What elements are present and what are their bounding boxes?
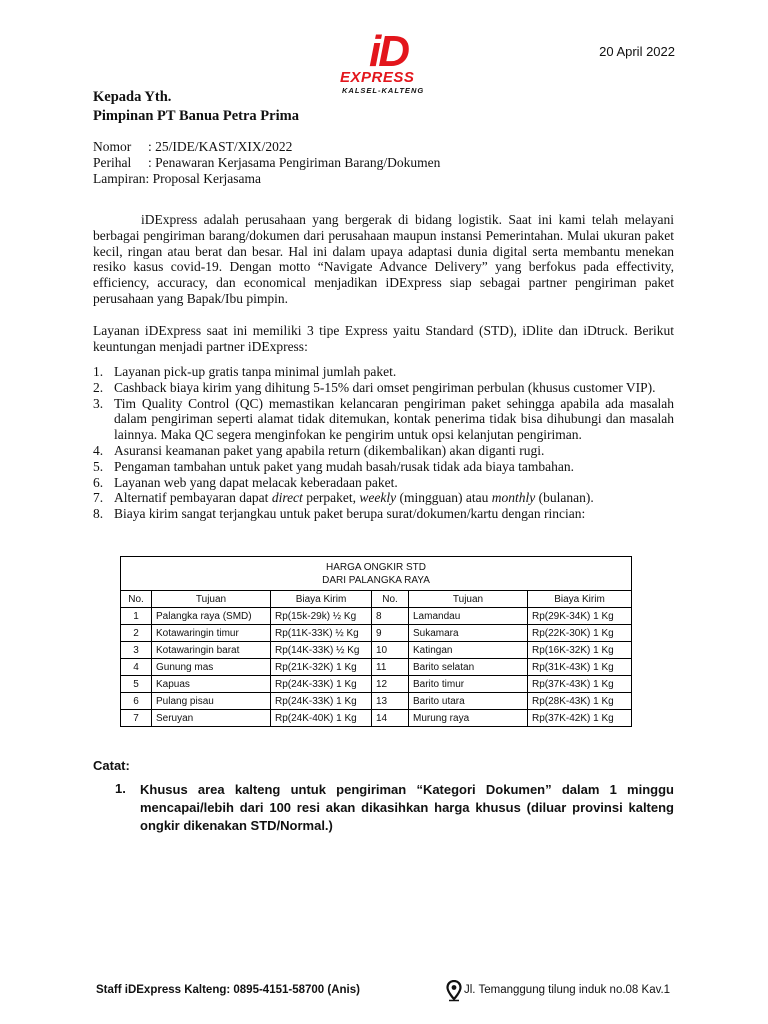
cell-no: 14: [372, 710, 409, 727]
cell-biaya: Rp(22K-30K) 1 Kg: [528, 625, 632, 642]
intro-paragraph: iDExpress adalah perusahaan yang bergerak di bidang logistik. Saat ini kami telah melayani berbagai pengiriman barang/dokumen dari perusahaan maupun instansi Pemerintahan. Mulai ukuran paket kecil, ringan atau berat dan besar. Hal ini dalam upaya adaptasi dunia digital serta membantu menekan resiko kasus covid-19. Dengan motto “Navigate Advance Delivery” yang berfokus pada effectivity, efficiency, accuracy, dan economical menjadikan iDExpress siap sebagai partner pengiriman paket perusahaan yang Bapak/Ibu pimpin.: [93, 212, 674, 306]
notes-heading: Catat:: [93, 758, 130, 773]
cell-tujuan: Kapuas: [152, 676, 271, 693]
benefit-text: Biaya kirim sangat terjangkau untuk paket berupa surat/dokumen/kartu dengan rincian:: [114, 506, 586, 522]
logo-name: EXPRESS: [340, 69, 415, 86]
services-paragraph: Layanan iDExpress saat ini memiliki 3 tipe Express yaitu Standard (STD), iDlite dan iDtruck. Berikut keuntungan menjadi partner iDExpress:: [93, 323, 674, 354]
table-row: [121, 676, 632, 693]
benefit-text: perpaket,: [302, 490, 360, 506]
cell-no: 10: [372, 642, 409, 659]
note-text: Khusus area kalteng untuk pengiriman “Kategori Dokumen” dalam 1 minggu mencapai/lebih dari 100 resi akan dikasihkan harga khusus (diluar provinsi kalteng ongkir dikenakan STD/Normal.): [140, 782, 674, 833]
cell-biaya: Rp(29K-34K) 1 Kg: [528, 608, 632, 625]
table-row: [121, 710, 632, 727]
benefit-term-weekly: weekly: [359, 490, 397, 506]
benefit-item: [93, 490, 674, 506]
benefits-list: [93, 364, 674, 522]
cell-biaya: Rp(37K-43K) 1 Kg: [528, 676, 632, 693]
meta-lampiran: Lampiran: Proposal Kerjasama: [93, 171, 261, 186]
location-pin-icon: [446, 980, 462, 1002]
cell-biaya: Rp(37K-42K) 1 Kg: [528, 710, 632, 727]
cell-no: 6: [121, 693, 152, 710]
cell-no: 13: [372, 693, 409, 710]
cell-biaya: Rp(24K-33K) 1 Kg: [271, 676, 372, 693]
recipient-block: [93, 88, 299, 126]
cell-tujuan: Seruyan: [152, 710, 271, 727]
cell-tujuan: Lamandau: [409, 608, 528, 625]
table-row: [121, 625, 632, 642]
perihal-value: : Penawaran Kerjasama Pengiriman Barang/Dokumen: [148, 155, 441, 170]
header-no: No.: [121, 591, 152, 608]
benefit-text: Layanan web yang dapat melacak keberadaan paket.: [114, 474, 398, 490]
benefit-text: (mingguan) atau: [396, 490, 492, 506]
meta-perihal: [93, 155, 440, 171]
benefit-term-direct: direct: [271, 490, 303, 506]
benefit-item: [93, 443, 674, 459]
table-title-line1: HARGA ONGKIR STD: [325, 561, 426, 573]
cell-tujuan: Barito utara: [409, 693, 528, 710]
benefit-item: [93, 475, 674, 491]
cell-biaya: Rp(31K-43K) 1 Kg: [528, 659, 632, 676]
cell-biaya: Rp(24K-33K) 1 Kg: [271, 693, 372, 710]
cell-tujuan: Gunung mas: [152, 659, 271, 676]
table-title-line2: DARI PALANGKA RAYA: [322, 574, 430, 586]
cell-biaya: Rp(21K-32K) 1 Kg: [271, 659, 372, 676]
cell-biaya: Rp(15k-29k) ½ Kg: [271, 608, 372, 625]
benefit-number: 1.: [93, 364, 104, 379]
table-row: [121, 608, 632, 625]
cell-no: 8: [372, 608, 409, 625]
cell-biaya: Rp(28K-43K) 1 Kg: [528, 693, 632, 710]
benefit-item: [93, 396, 674, 443]
cell-biaya: Rp(11K-33K) ½ Kg: [271, 625, 372, 642]
meta-nomor: [93, 139, 440, 155]
benefit-number: 3.: [93, 395, 104, 411]
benefit-text: Alternatif pembayaran dapat: [114, 490, 272, 506]
table-row: [121, 642, 632, 659]
benefit-number: 5.: [93, 458, 104, 474]
benefit-text: (bulanan).: [535, 490, 594, 506]
cell-biaya: Rp(16K-32K) 1 Kg: [528, 642, 632, 659]
cell-tujuan: Barito selatan: [409, 659, 528, 676]
benefit-number: 2.: [93, 379, 104, 395]
perihal-label: Perihal: [93, 155, 132, 170]
header-biaya: Biaya Kirim: [271, 591, 372, 608]
cell-tujuan: Palangka raya (SMD): [152, 608, 271, 625]
cell-tujuan: Katingan: [409, 642, 528, 659]
benefit-item: [93, 506, 674, 522]
table-title: [121, 557, 632, 591]
cell-no: 3: [121, 642, 152, 659]
benefit-number: 4.: [93, 442, 104, 458]
cell-biaya: Rp(14K-33K) ½ Kg: [271, 642, 372, 659]
benefit-text: Asuransi keamanan paket yang apabila return (dikembalikan) akan diganti rugi.: [114, 442, 545, 458]
cell-tujuan: Murung raya: [409, 710, 528, 727]
benefit-number: 6.: [93, 474, 104, 490]
cell-tujuan: Barito timur: [409, 676, 528, 693]
note-number: 1.: [115, 781, 126, 796]
idexpress-logo: [338, 28, 438, 94]
letter-meta: [93, 139, 440, 187]
benefit-text: Layanan pick-up gratis tanpa minimal jumlah paket.: [114, 364, 397, 379]
benefit-text: Pengaman tambahan untuk paket yang mudah basah/rusak tidak ada biaya tambahan.: [114, 458, 574, 474]
cell-no: 11: [372, 659, 409, 676]
letter-date: 20 April 2022: [599, 44, 675, 59]
table-row: [121, 659, 632, 676]
cell-tujuan: Kotawaringin barat: [152, 642, 271, 659]
benefit-item: [93, 364, 674, 380]
table-row: [121, 693, 632, 710]
benefit-term-monthly: monthly: [491, 490, 536, 506]
nomor-value: : 25/IDE/KAST/XIX/2022: [148, 139, 293, 154]
id-logo-mark: [338, 28, 438, 70]
logo-region: KALSEL-KALTENG: [342, 86, 425, 95]
cell-tujuan: Kotawaringin timur: [152, 625, 271, 642]
table-header-row: [121, 591, 632, 608]
cell-no: 9: [372, 625, 409, 642]
cell-no: 4: [121, 659, 152, 676]
cell-no: 7: [121, 710, 152, 727]
cell-no: 2: [121, 625, 152, 642]
header-biaya: Biaya Kirim: [528, 591, 632, 608]
benefit-number: 7.: [93, 490, 104, 506]
logo-brand: iD: [369, 28, 407, 70]
header-tujuan: Tujuan: [152, 591, 271, 608]
benefit-number: 8.: [93, 506, 104, 522]
header-no: No.: [372, 591, 409, 608]
cell-tujuan: Sukamara: [409, 625, 528, 642]
cell-no: 1: [121, 608, 152, 625]
cell-tujuan: Pulang pisau: [152, 693, 271, 710]
nomor-label: Nomor: [93, 139, 132, 154]
cell-no: 12: [372, 676, 409, 693]
benefit-item: [93, 459, 674, 475]
recipient-line1: Kepada Yth.: [93, 89, 172, 105]
cell-biaya: Rp(24K-40K) 1 Kg: [271, 710, 372, 727]
recipient-line2: Pimpinan PT Banua Petra Prima: [93, 108, 299, 124]
cell-no: 5: [121, 676, 152, 693]
benefit-item: [93, 380, 674, 396]
footer-address: Jl. Temanggung tilung induk no.08 Kav.1: [464, 984, 671, 996]
shipping-rate-table: [120, 556, 632, 727]
benefit-text: Tim Quality Control (QC) memastikan kelancaran pengiriman paket sehingga apabila ada masalah dalam pengiriman seperti alamat tidak ditemukan, kontak penerima tidak bisa dihubungi dan masalah lainnya. Maka QC segera menginfokan ke pengirim untuk opsi kelanjutan pengiriman.: [114, 395, 674, 443]
benefit-text: Cashback biaya kirim yang dihitung 5-15% dari omset pengiriman perbulan (khusus customer VIP).: [114, 379, 656, 395]
header-tujuan: Tujuan: [409, 591, 528, 608]
footer-staff-contact: Staff iDExpress Kalteng: 0895-4151-58700 (Anis): [96, 984, 360, 996]
